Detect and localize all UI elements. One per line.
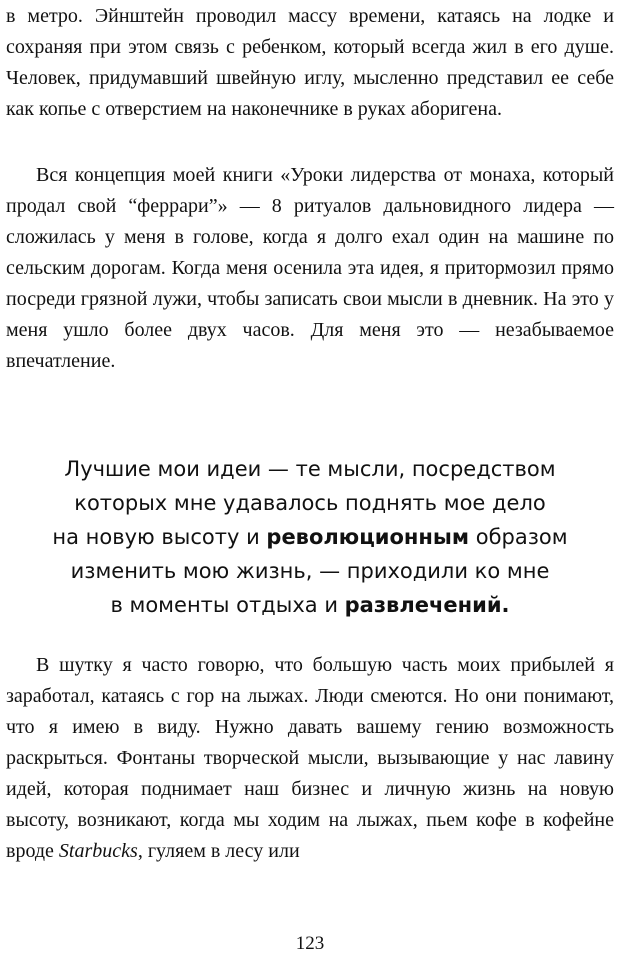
quote-line-4: изменить мою жизнь, — приходили ко мне <box>70 559 550 583</box>
quote-emphasis-revolutionary: революционным <box>266 525 470 549</box>
page-number: 123 <box>295 933 325 954</box>
quote-line-3-end: образом <box>469 525 568 549</box>
brand-name-starbucks: Starbucks <box>58 840 138 862</box>
quote-emphasis-entertainment: развлечений. <box>344 593 510 617</box>
paragraph-skiing-end: , гуляем в лесу или <box>137 840 300 862</box>
paragraph-book-concept: Вся концепция моей книги «Уроки лидерства от монаха, который продал свой “феррари”» — 8 ритуалов дальновидного лидера — сложилась у меня в голове, когда я долго ехал один на машине по сельским дорогам. Когда меня осенила эта идея, я притормозил прямо посреди грязной лужи, чтобы записать свои мысли в дневник. На это у меня ушло более двух часов. Для меня это — незабываемое впечатление. <box>6 164 614 372</box>
quote-line-3-start: на новую высоту и <box>52 525 267 549</box>
quote-line-3 <box>20 520 600 554</box>
paragraph-skiing <box>6 650 614 867</box>
paragraph-einstein: в метро. Эйнштейн проводил массу времени, катаясь на лодке и сохраняя при этом связь с ребенком, который всегда жил в его душе. Человек, придумавший швейную иглу, мысленно представил ее себе как копье с отверстием на наконечнике в руках аборигена. <box>6 5 614 120</box>
quote-line-5-start: в моменты отдыха и <box>110 593 345 617</box>
quote-line-1: Лучшие мои идеи — те мысли, посредством <box>64 457 556 481</box>
quote-line-2: которых мне удавалось поднять мое дело <box>74 491 546 515</box>
quote-line-5 <box>20 588 600 622</box>
pull-quote <box>20 452 600 622</box>
paragraph-skiing-text: В шутку я часто говорю, что большую часть моих прибылей я заработал, катаясь с гор на лыжах. Люди смеются. Но они понимают, что я имею в виду. Нужно давать вашему гению возможность раскрыться. Фонтаны творческой мысли, вызывающие у нас лавину идей, которая поднимает наш бизнес и личную жизнь на новую высоту, возникают, когда мы ходим на лыжах, пьем кофе в кофейне вроде <box>6 654 614 862</box>
